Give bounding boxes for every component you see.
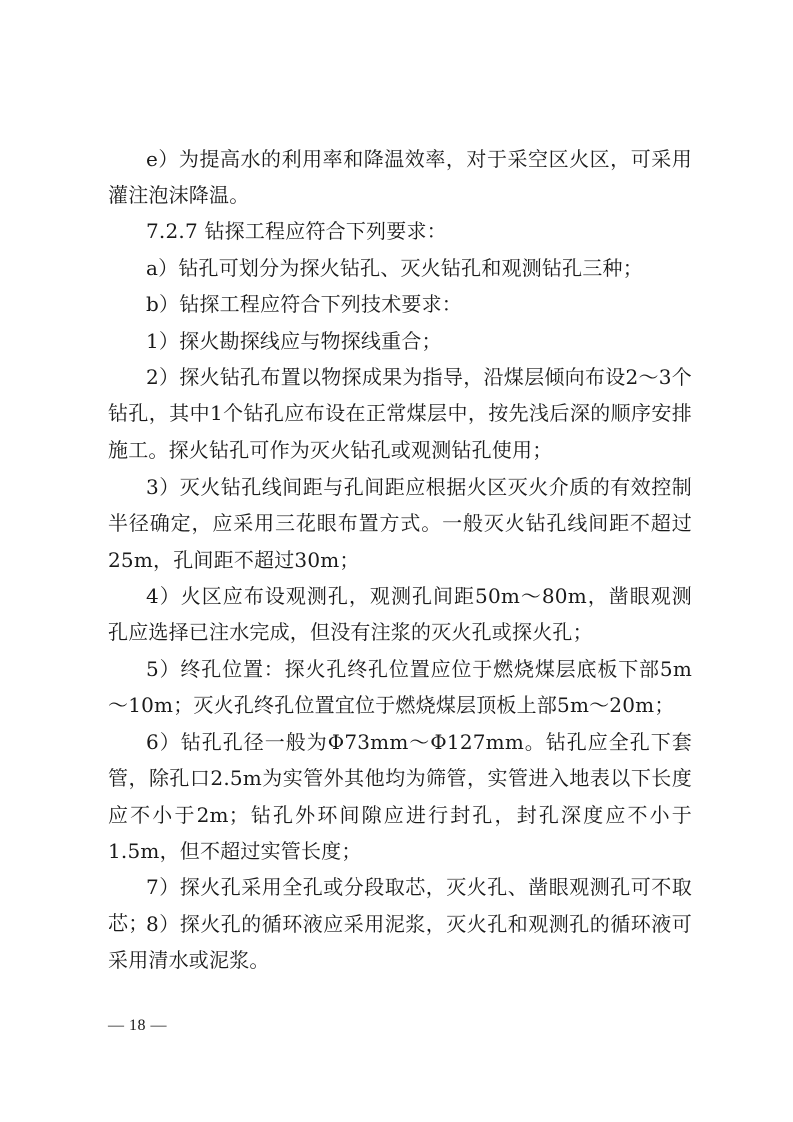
paragraph-item-3: 3）灭火钻孔线间距与孔间距应根据火区灭火介质的有效控制半径确定，应采用三花眼布置方式。一般灭火钻孔线间距不超过25m，孔间距不超过30m； — [108, 475, 692, 572]
paragraph-item-6: 6）钻孔孔径一般为Φ73mm～Φ127mm。钻孔应全孔下套管，除孔口2.5m为实管外其他均为筛管，实管进入地表以下长度应不小于2m；钻孔外环间隙应进行封孔，封孔深度应不小于1.5m，但不超过实管长度； — [108, 730, 692, 864]
paragraph-item-2: 2）探火钻孔布置以物探成果为指导，沿煤层倾向布设2～3个钻孔，其中1个钻孔应布设在正常煤层中，按先浅后深的顺序安排施工。探火钻孔可作为灭火钻孔或观测钻孔使用； — [108, 365, 692, 462]
paragraph-item-4: 4）火区应布设观测孔，观测孔间距50m～80m，凿眼观测孔应选择已注水完成，但没有注浆的灭火孔或探火孔； — [108, 584, 692, 645]
page-number: — 18 — — [108, 1017, 167, 1034]
paragraph-item-1: 1）探火勘探线应与物探线重合； — [146, 329, 442, 353]
section-heading-7-2-7: 7.2.7 钻探工程应符合下列要求： — [146, 219, 447, 243]
paragraph-item-7: 7）探火孔采用全孔或分段取芯，灭火孔、凿眼观测孔可不取芯； — [108, 875, 692, 936]
paragraph-e: e）为提高水的利用率和降温效率，对于采空区火区，可采用灌注泡沫降温。 — [108, 147, 692, 208]
paragraph-item-5: 5）终孔位置：探火孔终孔位置应位于燃烧煤层底板下部5m～10m；灭火孔终孔位置宜位于燃烧煤层顶板上部5m～20m； — [108, 657, 692, 718]
paragraph-b: b）钻探工程应符合下列技术要求： — [146, 292, 463, 316]
paragraph-item-8: 8）探火孔的循环液应采用泥浆，灭火孔和观测孔的循环液可采用清水或泥浆。 — [108, 912, 692, 973]
paragraph-a: a）钻孔可划分为探火钻孔、灭火钻孔和观测钻孔三种； — [146, 256, 643, 280]
